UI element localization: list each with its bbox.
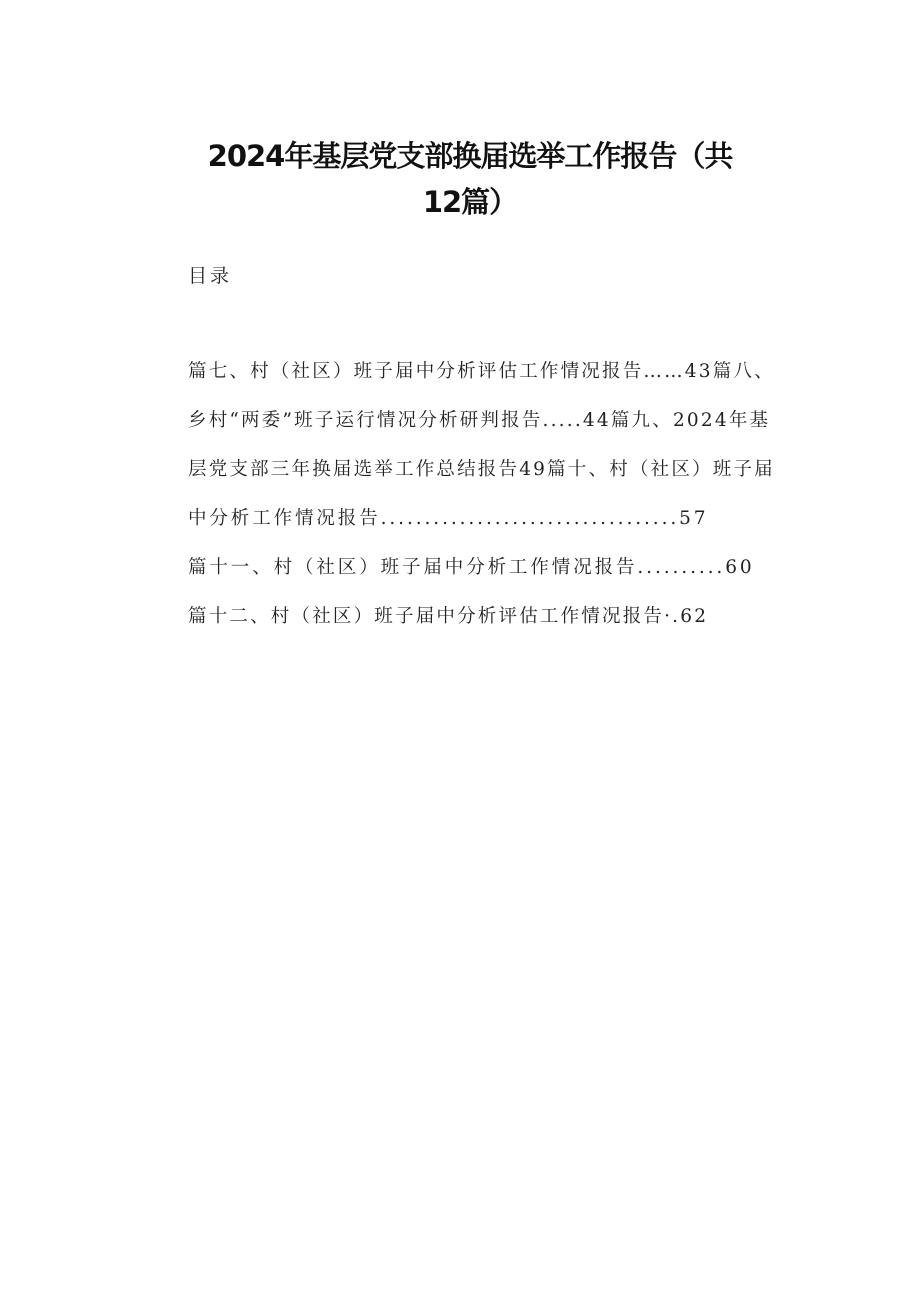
toc-heading: 目录 [188,265,233,287]
toc-line: 中分析工作情况报告..................................57 [188,508,709,529]
table-of-contents [188,347,818,641]
document-title-line-2: 12篇） [422,185,518,219]
toc-line: 乡村“两委”班子运行情况分析研判报告.....44篇九、2024年基 [188,410,771,431]
toc-line: 篇十二、村（社区）班子届中分析评估工作情况报告·.62 [188,606,709,627]
toc-line: 篇七、村（社区）班子届中分析评估工作情况报告……43篇八、 [188,361,775,382]
toc-line: 层党支部三年换届选举工作总结报告49篇十、村（社区）班子届 [188,459,775,480]
toc-line: 篇十一、村（社区）班子届中分析工作情况报告..........60 [188,557,755,578]
document-title-line-1: 2024年基层党支部换届选举工作报告（共 [207,139,733,173]
document-title [150,133,790,225]
